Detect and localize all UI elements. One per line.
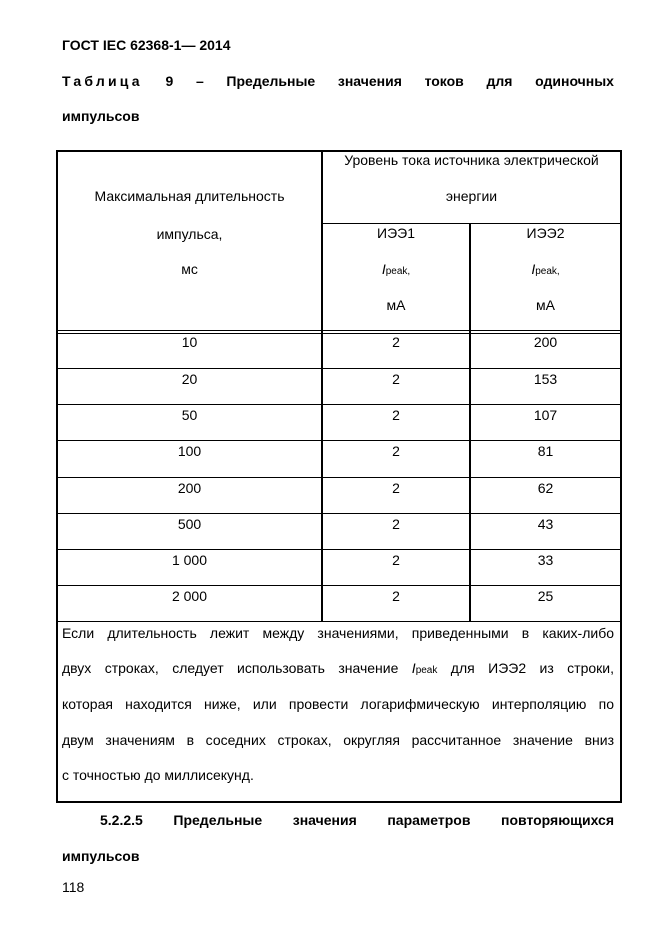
caption-label: Таблица [62, 73, 143, 89]
duration-cell: 200 [177, 480, 202, 496]
section-word: параметров [387, 812, 471, 828]
current-comma: , [407, 266, 411, 277]
header-duration-line: импульса, [156, 226, 223, 242]
caption-word: для [486, 73, 513, 89]
note-line: с точностью до миллисекунд. [62, 767, 254, 783]
iee2-cell: 81 [537, 443, 554, 459]
caption-word: Предельные [226, 73, 316, 89]
section-heading-continuation: импульсов [62, 848, 140, 864]
current-comma: , [556, 266, 560, 277]
iee2-cell: 43 [537, 516, 554, 532]
iee1-cell: 2 [392, 443, 400, 459]
iee1-cell: 2 [392, 407, 400, 423]
note-text: двух строках, следует использовать значение [62, 660, 399, 676]
caption-dash: – [195, 73, 204, 89]
note-text: для ИЭЭ2 из строки, [450, 660, 615, 676]
header-bottom-divider [56, 330, 622, 331]
header-iee2-name: ИЭЭ2 [526, 225, 565, 241]
section-heading [62, 812, 614, 828]
row-divider [56, 513, 622, 514]
iee1-cell: 2 [392, 371, 400, 387]
section-word: значения [292, 812, 357, 828]
iee1-cell: 2 [392, 334, 400, 350]
iee2-cell: 33 [537, 552, 554, 568]
duration-cell: 100 [177, 443, 202, 459]
row-divider [56, 621, 622, 622]
caption-word: одиночных [535, 73, 614, 89]
current-symbol: I [531, 261, 536, 277]
iee1-cell: 2 [392, 552, 400, 568]
note-line: Если длительность лежит между значениями, приведенными в каких-либо [62, 625, 614, 641]
pulse-current-limits-table [56, 150, 622, 803]
duration-cell: 10 [181, 334, 198, 350]
header-source-level: энергии [445, 188, 498, 204]
row-divider [56, 368, 622, 369]
current-symbol: I [411, 660, 416, 676]
iee1-cell: 2 [392, 480, 400, 496]
iee2-cell: 200 [533, 334, 558, 350]
duration-cell: 500 [177, 516, 202, 532]
header-iee1-unit: мА [386, 297, 406, 313]
table-caption [62, 73, 614, 89]
header-duration-line: Максимальная длительность [94, 188, 285, 204]
page-number: 118 [62, 879, 85, 895]
header-iee1-name: ИЭЭ1 [377, 225, 415, 241]
note-current-symbol [412, 660, 438, 676]
caption-word: значения [337, 73, 402, 89]
section-word: повторяющихся [501, 812, 614, 828]
note-line [62, 660, 614, 679]
row-divider [56, 440, 622, 441]
section-number: 5.2.2.5 [100, 812, 143, 828]
iee1-cell: 2 [392, 588, 400, 604]
duration-cell: 50 [181, 407, 198, 423]
iee1-cell: 2 [392, 516, 400, 532]
header-duration-unit: мс [181, 261, 198, 277]
row-divider [56, 404, 622, 405]
note-line: двум значениям в соседних строках, округляя рассчитанное значение вниз [62, 732, 614, 748]
header-source-level: Уровень тока источника электрической [344, 152, 599, 168]
caption-number: 9 [165, 73, 174, 89]
iee2-cell: 62 [537, 480, 554, 496]
row-divider [56, 549, 622, 550]
row-divider [56, 477, 622, 478]
standard-header: ГОСТ IEC 62368-1— 2014 [62, 37, 231, 53]
current-subscript: peak [385, 266, 408, 277]
iee2-cell: 153 [533, 371, 558, 387]
table-caption-continuation: импульсов [62, 108, 140, 124]
header-iee2-unit: мА [536, 297, 555, 313]
group-header-divider [321, 223, 622, 224]
duration-cell: 1 000 [171, 552, 208, 568]
current-subscript: peak [535, 266, 557, 277]
current-subscript: peak [415, 665, 438, 676]
iee2-cell: 25 [537, 588, 554, 604]
row-divider [56, 585, 622, 586]
iee2-cell: 107 [533, 407, 558, 423]
header-iee1-symbol [323, 261, 469, 280]
header-iee2-symbol [471, 261, 620, 280]
section-word: Предельные [173, 812, 263, 828]
note-line: которая находится ниже, или провести логарифмическую интерполяцию по [62, 696, 614, 712]
current-symbol: I [381, 261, 386, 277]
duration-cell: 20 [181, 371, 198, 387]
caption-word: токов [424, 73, 464, 89]
duration-cell: 2 000 [171, 588, 208, 604]
table-border-bottom [56, 801, 622, 803]
